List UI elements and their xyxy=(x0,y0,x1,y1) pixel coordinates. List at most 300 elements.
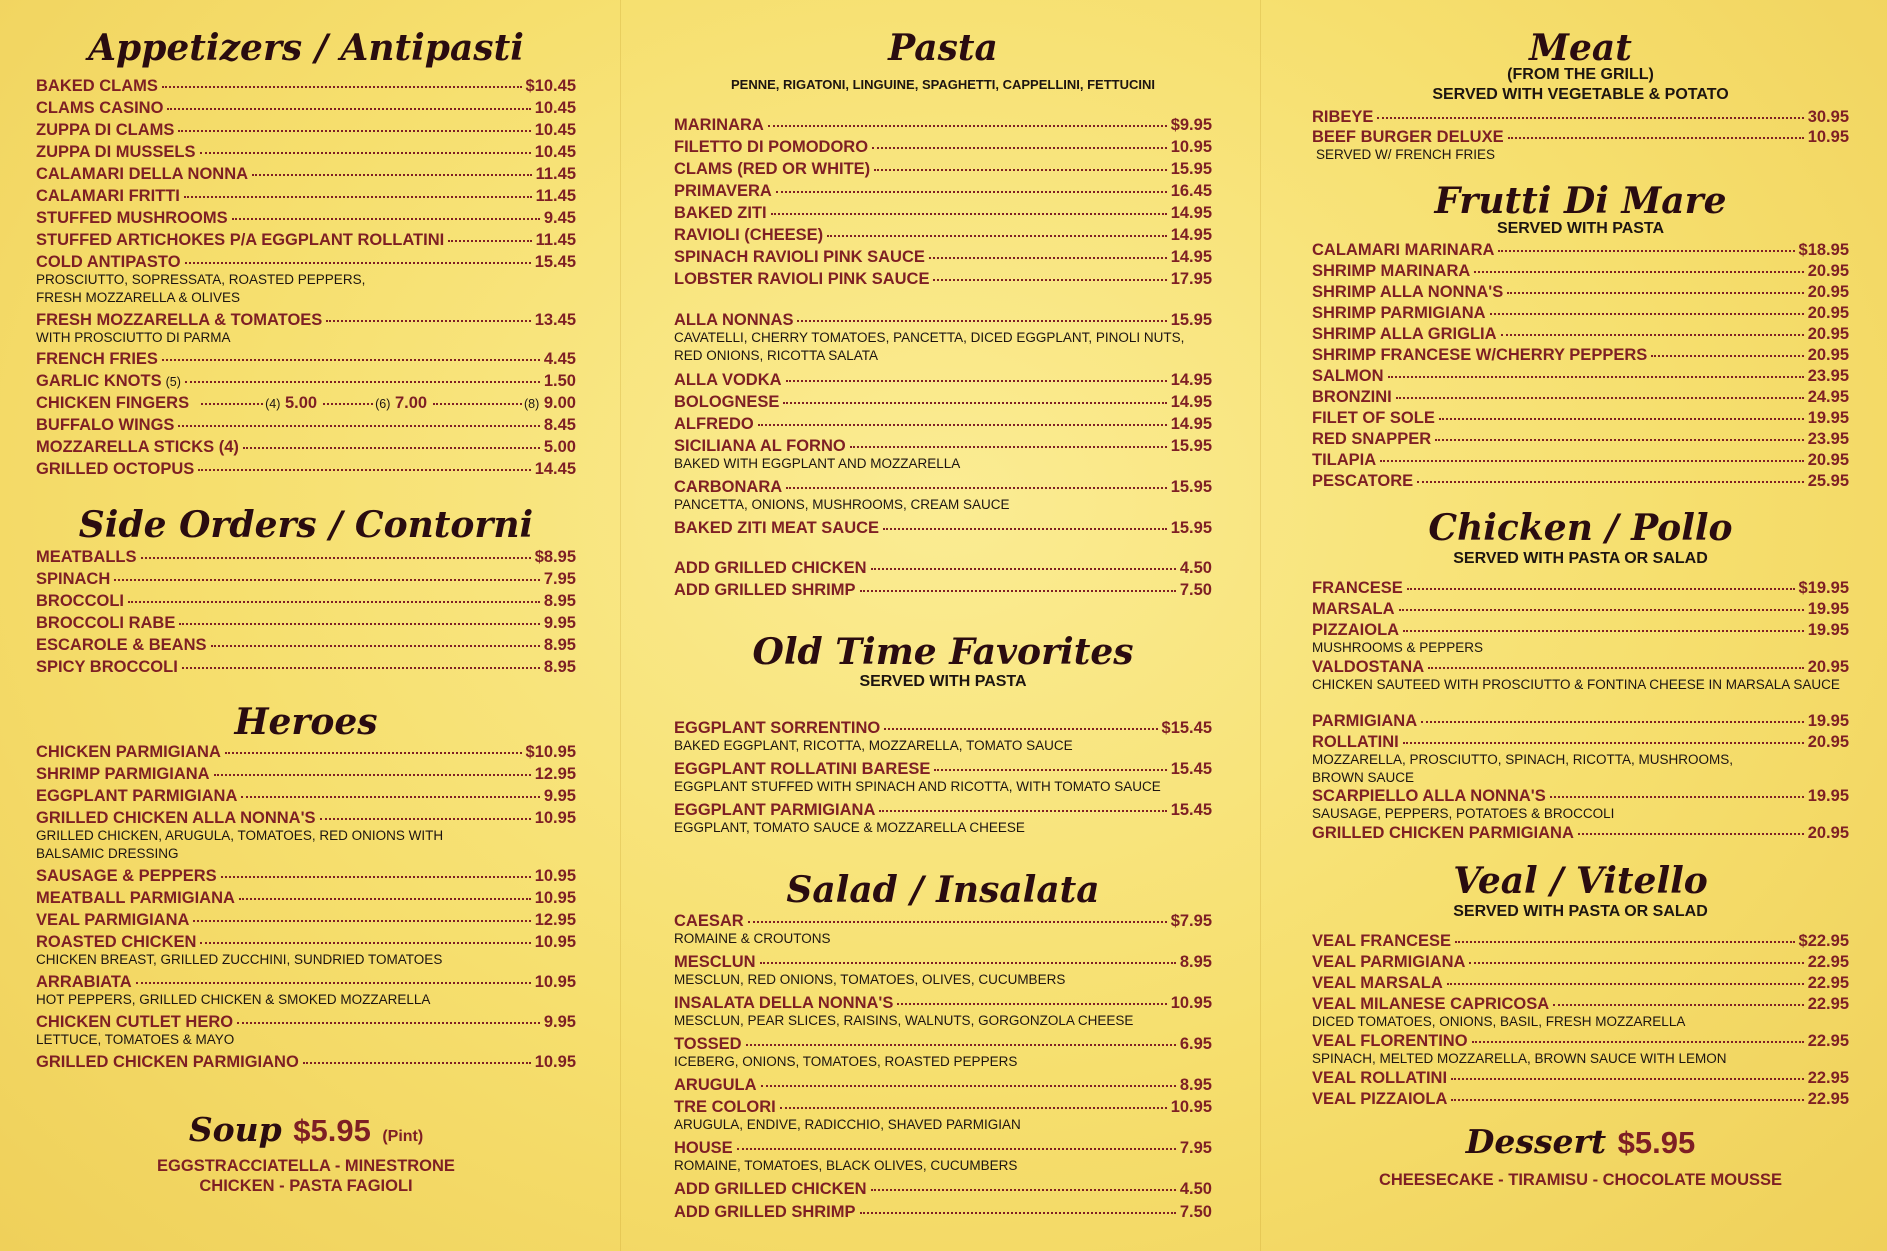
menu-item xyxy=(1312,282,1849,302)
item-name: ROLLATINI xyxy=(1312,733,1399,751)
item-name: EGGPLANT ROLLATINI BARESE xyxy=(674,760,931,778)
item-price: 20.95 xyxy=(1807,346,1849,364)
item-name: BAKED ZITI xyxy=(674,204,767,222)
item-price: 15.95 xyxy=(1170,478,1212,496)
item-price: 11.45 xyxy=(535,231,576,249)
item-price: 14.45 xyxy=(534,460,576,478)
menu-item xyxy=(674,1138,1212,1173)
item-name: SPINACH RAVIOLI PINK SAUCE xyxy=(674,248,925,266)
item-price: 20.95 xyxy=(1807,733,1849,751)
item-name: CALAMARI DELLA NONNA xyxy=(36,165,249,183)
section-subtitle: SERVED WITH PASTA OR SALAD xyxy=(1453,550,1708,567)
dot-leader xyxy=(303,1062,531,1064)
menu-item xyxy=(1312,931,1849,951)
item-name: BUFFALO WINGS xyxy=(36,416,175,434)
item-price: 11.45 xyxy=(535,187,576,205)
menu-item xyxy=(674,911,1212,946)
item-name: SALMON xyxy=(1312,367,1384,385)
item-name: GRILLED CHICKEN PARMIGIANA xyxy=(1312,824,1574,842)
dot-leader xyxy=(768,125,1167,127)
dot-leader xyxy=(760,962,1176,964)
dot-leader xyxy=(221,876,531,878)
menu-item xyxy=(674,993,1212,1028)
dot-leader xyxy=(232,218,540,220)
item-name: HOUSE xyxy=(674,1139,733,1157)
dot-leader xyxy=(252,174,532,176)
dot-leader xyxy=(1508,137,1804,139)
item-name: VEAL FLORENTINO xyxy=(1312,1032,1468,1050)
dot-leader xyxy=(897,1003,1166,1005)
dot-leader xyxy=(178,130,530,132)
dot-leader xyxy=(758,424,1167,426)
menu-item xyxy=(674,137,1212,157)
item-price: 15.95 xyxy=(1170,437,1212,455)
item-price: 15.95 xyxy=(1170,519,1212,537)
dot-leader xyxy=(433,403,522,405)
item-name: BOLOGNESE xyxy=(674,393,780,411)
item-description: HOT PEPPERS, GRILLED CHICKEN & SMOKED MOZZARELLA xyxy=(36,992,431,1007)
item-name: PIZZAIOLA xyxy=(1312,621,1400,639)
item-price: 9.00 xyxy=(543,394,576,412)
item-name: ALLA VODKA xyxy=(674,371,782,389)
item-name: FRESH MOZZARELLA & TOMATOES xyxy=(36,311,323,329)
menu-item xyxy=(1312,711,1849,731)
menu-item xyxy=(36,164,576,184)
item-price: 10.95 xyxy=(1170,138,1212,156)
dot-leader xyxy=(1578,833,1804,835)
menu-item xyxy=(674,115,1212,135)
item-description: WITH PROSCIUTTO DI PARMA xyxy=(36,330,231,345)
item-price: 10.95 xyxy=(534,867,576,885)
dot-leader xyxy=(1377,117,1803,119)
dot-leader xyxy=(1403,630,1804,632)
menu-item xyxy=(1312,1068,1849,1088)
menu-item xyxy=(36,910,576,930)
item-price: 7.95 xyxy=(543,570,576,588)
item-quantity: (8) xyxy=(524,397,540,411)
item-name: ADD GRILLED CHICKEN xyxy=(674,559,867,577)
item-name: CHICKEN PARMIGIANA xyxy=(36,743,221,761)
menu-item xyxy=(674,800,1212,835)
section-subtitle: SERVED WITH PASTA xyxy=(1496,220,1665,237)
dot-leader xyxy=(128,601,540,603)
item-price: $15.45 xyxy=(1161,719,1212,737)
dot-leader xyxy=(761,1085,1176,1087)
item-price: 15.95 xyxy=(1170,160,1212,178)
section-title-veal: Veal / Vitello xyxy=(1453,860,1708,902)
menu-item xyxy=(1312,303,1849,323)
item-price: 10.45 xyxy=(534,121,576,139)
menu-item xyxy=(36,591,576,611)
item-name: CARBONARA xyxy=(674,478,783,496)
menu-item xyxy=(36,866,576,886)
item-description: CHICKEN SAUTEED WITH PROSCIUTTO & FONTINA CHEESE IN MARSALA SAUCE xyxy=(1312,677,1840,692)
dot-leader xyxy=(179,623,540,625)
item-price: 5.00 xyxy=(543,438,576,456)
item-price: 22.95 xyxy=(1807,995,1849,1013)
dot-leader xyxy=(1380,460,1804,462)
item-name: MARSALA xyxy=(1312,600,1395,618)
section-title-frutti-di-mare: Frutti Di Mare xyxy=(1434,180,1727,222)
dot-leader xyxy=(1447,983,1804,985)
menu-item xyxy=(674,370,1212,390)
item-price: 15.45 xyxy=(1170,760,1212,778)
menu-item xyxy=(674,392,1212,412)
item-description: GRILLED CHICKEN, ARUGULA, TOMATOES, RED ONIONS WITH BALSAMIC DRESSING xyxy=(36,828,444,861)
item-name: EGGPLANT SORRENTINO xyxy=(674,719,881,737)
item-description: CHICKEN BREAST, GRILLED ZUCCHINI, SUNDRIED TOMATOES xyxy=(36,952,443,967)
item-name: FRANCESE xyxy=(1312,579,1403,597)
menu-item xyxy=(36,98,576,118)
dot-leader xyxy=(200,942,530,944)
menu-item xyxy=(36,415,576,435)
menu-item xyxy=(36,657,576,677)
item-price: 15.45 xyxy=(1170,801,1212,819)
dot-leader xyxy=(323,403,373,405)
menu-item xyxy=(1312,107,1849,127)
dot-leader xyxy=(786,380,1167,382)
menu-item xyxy=(36,569,576,589)
item-name: ADD GRILLED SHRIMP xyxy=(674,581,856,599)
menu-item xyxy=(674,952,1212,987)
dot-leader xyxy=(1388,376,1804,378)
dot-leader xyxy=(136,982,531,984)
section-title-appetizers: Appetizers / Antipasti xyxy=(88,27,524,69)
item-price: 10.95 xyxy=(534,933,576,951)
item-price: 10.45 xyxy=(534,99,576,117)
item-price: 22.95 xyxy=(1807,974,1849,992)
item-price: 10.95 xyxy=(1170,994,1212,1012)
menu-item xyxy=(674,1202,1212,1222)
menu-item xyxy=(674,1097,1212,1132)
menu-item xyxy=(36,742,576,762)
menu-item xyxy=(36,310,576,345)
item-price: 12.95 xyxy=(534,765,576,783)
item-name: VEAL ROLLATINI xyxy=(1312,1069,1448,1087)
item-price: 1.50 xyxy=(543,372,576,390)
item-name: VEAL PIZZAIOLA xyxy=(1312,1090,1448,1108)
menu-item xyxy=(1312,578,1849,598)
menu-item xyxy=(674,580,1212,600)
menu-item xyxy=(36,888,576,908)
menu-item xyxy=(36,932,576,967)
dot-leader xyxy=(1507,292,1803,294)
item-name: BAKED ZITI MEAT SAUCE xyxy=(674,519,880,537)
item-name: MARINARA xyxy=(674,116,764,134)
item-price: 20.95 xyxy=(1807,824,1849,842)
dot-leader xyxy=(933,279,1166,281)
menu-item-chicken-fingers xyxy=(36,393,576,413)
item-price: 19.95 xyxy=(1807,787,1849,805)
item-description: ROMAINE, TOMATOES, BLACK OLIVES, CUCUMBERS xyxy=(674,1158,1018,1173)
dot-leader xyxy=(211,645,540,647)
item-name: GARLIC KNOTS xyxy=(36,372,162,390)
item-description: SAUSAGE, PEPPERS, POTATOES & BROCCOLI xyxy=(1312,806,1615,821)
menu-item xyxy=(674,269,1212,289)
item-price: 23.95 xyxy=(1807,367,1849,385)
dot-leader xyxy=(786,487,1167,489)
fold-line xyxy=(620,0,621,1251)
item-price: 8.95 xyxy=(543,658,576,676)
dot-leader xyxy=(871,568,1176,570)
dessert-title: Dessert xyxy=(1465,1122,1607,1161)
dot-leader xyxy=(193,920,530,922)
dot-leader xyxy=(746,1044,1176,1046)
item-name: VEAL PARMIGIANA xyxy=(1312,953,1466,971)
menu-panel-left xyxy=(36,0,576,1251)
item-price: 13.45 xyxy=(534,311,576,329)
item-name: SPINACH xyxy=(36,570,111,588)
item-price: 22.95 xyxy=(1807,1090,1849,1108)
item-name: MOZZARELLA STICKS (4) xyxy=(36,438,239,456)
menu-item xyxy=(1312,952,1849,972)
item-name: VEAL FRANCESE xyxy=(1312,932,1452,950)
menu-item xyxy=(674,310,1212,363)
item-name: SCARPIELLO ALLA NONNA'S xyxy=(1312,787,1546,805)
menu-item xyxy=(1312,823,1849,843)
item-price: 6.95 xyxy=(1179,1035,1212,1053)
soup-unit: (Pint) xyxy=(382,1128,424,1145)
dot-leader xyxy=(241,796,540,798)
item-name: TOSSED xyxy=(674,1035,742,1053)
menu-item xyxy=(1312,345,1849,365)
item-price: 7.50 xyxy=(1179,1203,1212,1221)
section-subtitle: (FROM THE GRILL) xyxy=(1507,66,1654,83)
item-price: 8.95 xyxy=(543,636,576,654)
item-price: 16.45 xyxy=(1170,182,1212,200)
section-title-chicken: Chicken / Pollo xyxy=(1428,507,1733,549)
section-subtitle: SERVED WITH PASTA OR SALAD xyxy=(1453,903,1708,920)
dot-leader xyxy=(162,86,522,88)
menu-item xyxy=(36,1012,576,1047)
item-price: 20.95 xyxy=(1807,451,1849,469)
menu-item xyxy=(674,759,1212,794)
menu-item xyxy=(36,613,576,633)
menu-item xyxy=(36,252,576,305)
dot-leader xyxy=(1421,721,1804,723)
item-name: COLD ANTIPASTO xyxy=(36,253,181,271)
dot-leader xyxy=(1553,1004,1804,1006)
item-name: CALAMARI MARINARA xyxy=(1312,241,1495,259)
item-price: $9.95 xyxy=(1170,116,1212,134)
item-price: 7.00 xyxy=(394,394,428,412)
dot-leader xyxy=(884,728,1157,730)
item-name: BROCCOLI xyxy=(36,592,124,610)
item-description: DICED TOMATOES, ONIONS, BASIL, FRESH MOZZARELLA xyxy=(1312,1014,1686,1029)
dot-leader xyxy=(748,921,1167,923)
soup-list-line: CHICKEN - PASTA FAGIOLI xyxy=(199,1177,413,1195)
menu-item xyxy=(1312,450,1849,470)
soup-price: $5.95 xyxy=(293,1113,371,1148)
item-price: 4.50 xyxy=(1179,1180,1212,1198)
item-price: 20.95 xyxy=(1807,325,1849,343)
dot-leader xyxy=(1417,481,1804,483)
dot-leader xyxy=(1399,609,1804,611)
item-price: $7.95 xyxy=(1170,912,1212,930)
dot-leader xyxy=(114,579,540,581)
item-name: BEEF BURGER DELUXE xyxy=(1312,128,1504,146)
item-price: 8.45 xyxy=(543,416,576,434)
dot-leader xyxy=(1428,667,1804,669)
dot-leader xyxy=(214,774,531,776)
item-name: PARMIGIANA xyxy=(1312,712,1418,730)
section-title-meat: Meat xyxy=(1529,27,1632,69)
menu-item xyxy=(674,718,1212,753)
item-name: ALLA NONNAS xyxy=(674,311,794,329)
item-name: VEAL PARMIGIANA xyxy=(36,911,190,929)
section-title-favorites: Old Time Favorites xyxy=(752,631,1134,673)
item-name: VEAL MARSALA xyxy=(1312,974,1443,992)
menu-item xyxy=(1312,786,1849,821)
item-name: SPICY BROCCOLI xyxy=(36,658,178,676)
menu-item xyxy=(1312,657,1849,692)
item-description: ICEBERG, ONIONS, TOMATOES, ROASTED PEPPERS xyxy=(674,1054,1018,1069)
item-name: EGGPLANT PARMIGIANA xyxy=(36,787,238,805)
dessert-special xyxy=(1312,1122,1849,1161)
dot-leader xyxy=(1396,397,1804,399)
item-description: MESCLUN, RED ONIONS, TOMATOES, OLIVES, CUCUMBERS xyxy=(674,972,1066,987)
menu-item xyxy=(1312,973,1849,993)
dot-leader xyxy=(872,147,1167,149)
dot-leader xyxy=(225,752,522,754)
menu-item xyxy=(36,230,576,250)
item-name: SHRIMP FRANCESE W/CHERRY PEPPERS xyxy=(1312,346,1648,364)
item-quantity: (6) xyxy=(375,397,391,411)
menu-item xyxy=(36,437,576,457)
item-price: 14.95 xyxy=(1170,393,1212,411)
dot-leader xyxy=(934,769,1166,771)
item-name: RED SNAPPER xyxy=(1312,430,1432,448)
item-price: 20.95 xyxy=(1807,262,1849,280)
item-price: $10.95 xyxy=(525,743,576,761)
fold-line xyxy=(1260,0,1261,1251)
item-description: EGGPLANT STUFFED WITH SPINACH AND RICOTTA, WITH TOMATO SAUCE xyxy=(674,779,1161,794)
item-name: BRONZINI xyxy=(1312,388,1392,406)
dot-leader xyxy=(162,359,540,361)
section-title-pasta: Pasta xyxy=(888,27,998,69)
item-price: 7.95 xyxy=(1179,1139,1212,1157)
item-name: CLAMS (RED OR WHITE) xyxy=(674,160,871,178)
item-name: SHRIMP PARMIGIANA xyxy=(1312,304,1486,322)
dot-leader xyxy=(243,447,540,449)
item-description: ROMAINE & CROUTONS xyxy=(674,931,831,946)
item-name: SHRIMP ALLA NONNA'S xyxy=(1312,283,1504,301)
item-price: 10.95 xyxy=(534,889,576,907)
menu-item xyxy=(674,1034,1212,1069)
dot-leader xyxy=(1451,1099,1803,1101)
dessert-list-line: CHEESECAKE - TIRAMISU - CHOCOLATE MOUSSE xyxy=(1378,1171,1783,1189)
item-name: STUFFED ARTICHOKES P/A EGGPLANT ROLLATINI xyxy=(36,231,445,249)
menu-item xyxy=(674,181,1212,201)
dot-leader xyxy=(141,557,531,559)
dot-leader xyxy=(797,320,1166,322)
item-name: STUFFED MUSHROOMS xyxy=(36,209,228,227)
dot-leader xyxy=(198,469,530,471)
dot-leader xyxy=(860,1212,1176,1214)
item-price: 20.95 xyxy=(1807,283,1849,301)
item-price: 14.95 xyxy=(1170,248,1212,266)
item-description: MOZZARELLA, PROSCIUTTO, SPINACH, RICOTTA, MUSHROOMS, BROWN SAUCE xyxy=(1312,752,1734,785)
item-name: TILAPIA xyxy=(1312,451,1377,469)
dot-leader xyxy=(200,152,531,154)
item-price: 10.95 xyxy=(534,973,576,991)
section-subtitle: SERVED WITH PASTA xyxy=(859,673,1027,690)
item-name: GRILLED CHICKEN PARMIGIANO xyxy=(36,1053,299,1071)
dot-leader xyxy=(860,590,1176,592)
item-name: ADD GRILLED SHRIMP xyxy=(674,1203,856,1221)
menu-item xyxy=(1312,732,1849,785)
dot-leader xyxy=(1469,962,1803,964)
dot-leader xyxy=(1472,1041,1804,1043)
item-name: RAVIOLI (CHEESE) xyxy=(674,226,824,244)
item-name: CHICKEN FINGERS xyxy=(36,394,190,412)
item-name: ADD GRILLED CHICKEN xyxy=(674,1180,867,1198)
dot-leader xyxy=(850,446,1167,448)
dot-leader xyxy=(201,403,263,405)
dot-leader xyxy=(929,257,1167,259)
menu-panel-right xyxy=(1312,0,1849,1251)
soup-title: Soup xyxy=(188,1110,282,1149)
dot-leader xyxy=(783,402,1166,404)
menu-item xyxy=(36,547,576,567)
dot-leader xyxy=(239,898,531,900)
menu-item xyxy=(1312,429,1849,449)
item-price: $19.95 xyxy=(1798,579,1849,597)
menu-item xyxy=(1312,620,1849,655)
menu-item xyxy=(1312,1031,1849,1066)
item-price: 8.95 xyxy=(1179,1076,1212,1094)
item-name: CHICKEN CUTLET HERO xyxy=(36,1013,234,1031)
item-name: VEAL MILANESE CAPRICOSA xyxy=(1312,995,1550,1013)
menu-item xyxy=(1312,599,1849,619)
item-name: CLAMS CASINO xyxy=(36,99,164,117)
item-price: 22.95 xyxy=(1807,1069,1849,1087)
item-price: 14.95 xyxy=(1170,415,1212,433)
menu-item xyxy=(36,208,576,228)
item-price: 8.95 xyxy=(1179,953,1212,971)
item-description: BAKED EGGPLANT, RICOTTA, MOZZARELLA, TOMATO SAUCE xyxy=(674,738,1073,753)
item-description: LETTUCE, TOMATOES & MAYO xyxy=(36,1032,235,1047)
item-price: 10.95 xyxy=(534,809,576,827)
dot-leader xyxy=(776,191,1167,193)
section-subtitle: SERVED WITH VEGETABLE & POTATO xyxy=(1432,86,1729,103)
menu-item xyxy=(674,247,1212,267)
dot-leader xyxy=(737,1148,1176,1150)
menu-item xyxy=(1312,366,1849,386)
menu-panel-center xyxy=(674,0,1212,1251)
item-price: 15.95 xyxy=(1170,311,1212,329)
item-price: 19.95 xyxy=(1807,621,1849,639)
dot-leader xyxy=(827,235,1167,237)
item-name: RIBEYE xyxy=(1312,108,1374,126)
item-description: ARUGULA, ENDIVE, RADICCHIO, SHAVED PARMIGIAN xyxy=(674,1117,1021,1132)
item-price: 14.95 xyxy=(1170,226,1212,244)
item-name: TRE COLORI xyxy=(674,1098,776,1116)
item-name: SAUSAGE & PEPPERS xyxy=(36,867,217,885)
section-title-salad: Salad / Insalata xyxy=(786,869,1100,911)
dot-leader xyxy=(1451,1078,1804,1080)
section-title-heroes: Heroes xyxy=(234,701,378,743)
item-price: 30.95 xyxy=(1807,108,1849,126)
menu-item xyxy=(36,764,576,784)
item-price: 20.95 xyxy=(1807,304,1849,322)
item-quantity: (4) xyxy=(265,397,281,411)
dot-leader xyxy=(1490,313,1804,315)
dot-leader xyxy=(182,667,540,669)
item-price: 9.95 xyxy=(543,1013,576,1031)
menu-item xyxy=(674,558,1212,578)
menu-item xyxy=(674,159,1212,179)
